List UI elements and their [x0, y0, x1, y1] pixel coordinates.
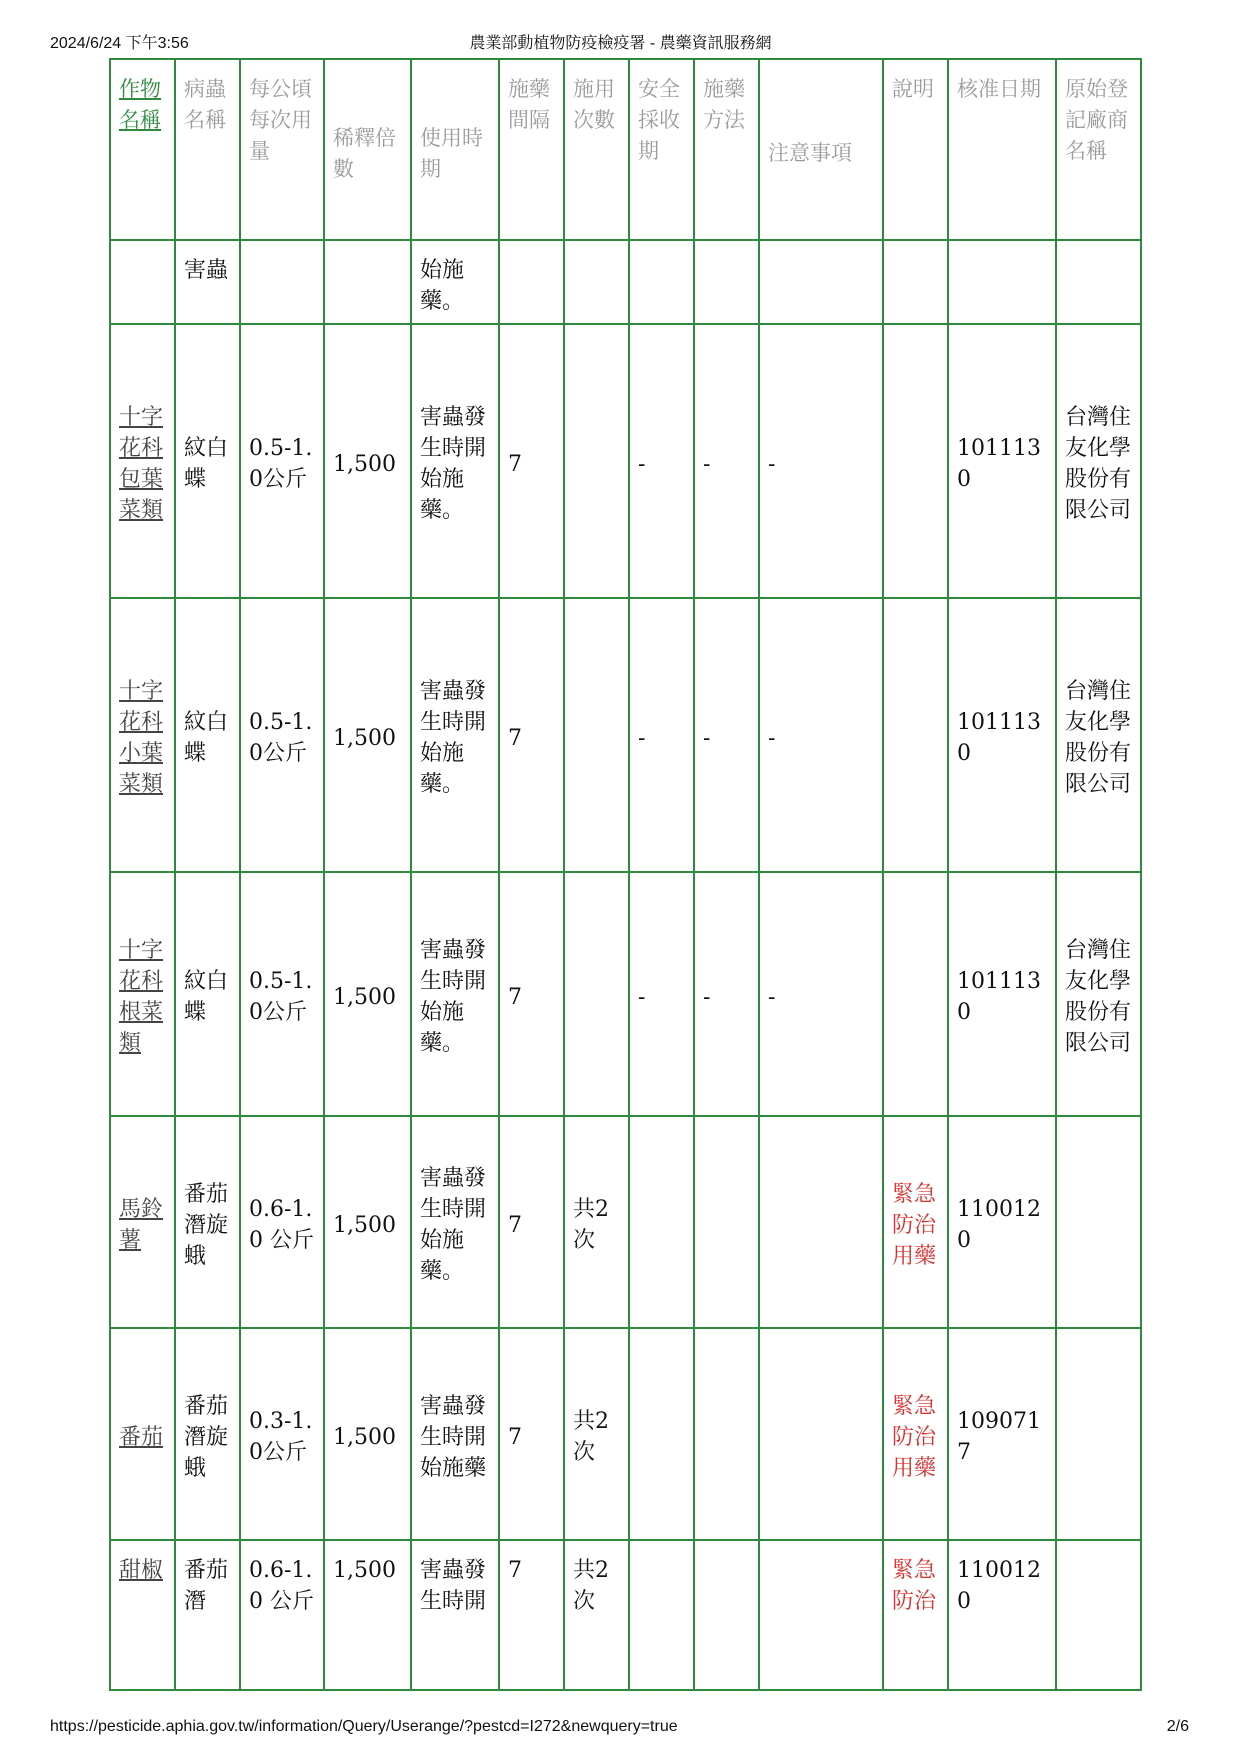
cell-dose: 0.5-1.0公斤 — [240, 872, 324, 1116]
cell-pest: 害蟲 — [175, 240, 240, 324]
header-harvest: 安全採收期 — [629, 59, 694, 240]
crop-link[interactable]: 馬鈴薯 — [119, 1197, 164, 1253]
cell-timing: 始施藥。 — [411, 240, 499, 324]
cell-timing: 害蟲發生時開始施藥。 — [411, 1116, 499, 1328]
cell-company — [1056, 1540, 1141, 1690]
cell-dose: 0.3-1.0公斤 — [240, 1328, 324, 1540]
cell-pest: 番茄潛旋蛾 — [175, 1328, 240, 1540]
crop-link[interactable]: 甜椒 — [119, 1558, 164, 1583]
cell-harvest: - — [629, 598, 694, 872]
cell-company: 台灣住友化學股份有限公司 — [1056, 872, 1141, 1116]
cell-interval: 7 — [499, 1328, 564, 1540]
cell-company — [1056, 240, 1141, 324]
cell-crop[interactable] — [110, 1540, 175, 1690]
cell-crop — [110, 240, 175, 324]
cell-interval: 7 — [499, 872, 564, 1116]
header-interval: 施藥間隔 — [499, 59, 564, 240]
cell-timing: 害蟲發生時開始施藥。 — [411, 872, 499, 1116]
cell-date: 1090717 — [948, 1328, 1056, 1540]
cell-date — [948, 240, 1056, 324]
cell-harvest — [629, 1116, 694, 1328]
cell-notes — [759, 1116, 883, 1328]
cell-method — [694, 1540, 759, 1690]
cell-times — [564, 324, 629, 598]
cell-desc: 緊急防治用藥 — [883, 1116, 948, 1328]
header-dose: 每公頃每次用量 — [240, 59, 324, 240]
page-number: 2/6 — [1166, 1718, 1189, 1735]
cell-dose: 0.6-1.0 公斤 — [240, 1116, 324, 1328]
header-notes: 注意事項 — [759, 59, 883, 240]
cell-dilution: 1,500 — [324, 1116, 411, 1328]
print-datetime: 2024/6/24 下午3:56 — [50, 35, 189, 52]
cell-desc: 緊急防治 — [883, 1540, 948, 1690]
cell-harvest: - — [629, 872, 694, 1116]
header-method: 施藥方法 — [694, 59, 759, 240]
cell-notes — [759, 1540, 883, 1690]
cell-company: 台灣住友化學股份有限公司 — [1056, 324, 1141, 598]
cell-notes: - — [759, 324, 883, 598]
cell-crop[interactable] — [110, 872, 175, 1116]
cell-method: - — [694, 324, 759, 598]
cell-notes: - — [759, 872, 883, 1116]
cell-harvest — [629, 1540, 694, 1690]
cell-date: 1100120 — [948, 1116, 1056, 1328]
cell-company: 台灣住友化學股份有限公司 — [1056, 598, 1141, 872]
cell-timing: 害蟲發生時開始施藥。 — [411, 324, 499, 598]
cell-dilution: 1,500 — [324, 598, 411, 872]
cell-dilution: 1,500 — [324, 324, 411, 598]
header-timing: 使用時期 — [411, 59, 499, 240]
cell-notes — [759, 1328, 883, 1540]
table-row — [110, 1116, 1141, 1328]
cell-harvest — [629, 1328, 694, 1540]
header-row — [110, 59, 1141, 240]
cell-times: 共2次 — [564, 1328, 629, 1540]
table-row — [110, 1328, 1141, 1540]
cell-desc — [883, 872, 948, 1116]
cell-interval: 7 — [499, 1540, 564, 1690]
page-url: https://pesticide.aphia.gov.tw/information/Query/Userange/?pestcd=I272&newquery=true — [50, 1718, 678, 1735]
crop-link[interactable]: 十字花科包葉菜類 — [119, 405, 164, 523]
cell-timing: 害蟲發生時開始施藥 — [411, 1328, 499, 1540]
header-crop[interactable]: 作物名稱 — [110, 59, 175, 240]
cell-harvest — [629, 240, 694, 324]
cell-method — [694, 1328, 759, 1540]
table-row — [110, 1540, 1141, 1690]
cell-desc — [883, 598, 948, 872]
cell-pest: 番茄潛 — [175, 1540, 240, 1690]
cell-pest: 番茄潛旋蛾 — [175, 1116, 240, 1328]
cell-times — [564, 598, 629, 872]
cell-crop[interactable] — [110, 324, 175, 598]
pesticide-usage-table — [109, 58, 1142, 1691]
table-row — [110, 324, 1141, 598]
cell-dose: 0.5-1.0公斤 — [240, 324, 324, 598]
table-row — [110, 872, 1141, 1116]
cell-interval: 7 — [499, 598, 564, 872]
cell-desc — [883, 240, 948, 324]
cell-interval: 7 — [499, 1116, 564, 1328]
cell-method — [694, 1116, 759, 1328]
cell-pest: 紋白蝶 — [175, 598, 240, 872]
cell-method: - — [694, 598, 759, 872]
crop-link[interactable]: 番茄 — [119, 1424, 164, 1450]
page-title: 農業部動植物防疫檢疫署 - 農藥資訊服務網 — [469, 35, 772, 52]
cell-company — [1056, 1116, 1141, 1328]
cell-dilution: 1,500 — [324, 872, 411, 1116]
cell-notes: - — [759, 598, 883, 872]
crop-link[interactable]: 十字花科根菜類 — [119, 938, 164, 1056]
cell-dilution: 1,500 — [324, 1328, 411, 1540]
crop-link[interactable]: 十字花科小葉菜類 — [119, 679, 164, 797]
cell-pest: 紋白蝶 — [175, 872, 240, 1116]
header-dilution: 稀釋倍數 — [324, 59, 411, 240]
cell-desc — [883, 324, 948, 598]
cell-dilution — [324, 240, 411, 324]
cell-dose: 0.5-1.0公斤 — [240, 598, 324, 872]
cell-company — [1056, 1328, 1141, 1540]
cell-crop[interactable] — [110, 1116, 175, 1328]
header-times: 施用次數 — [564, 59, 629, 240]
cell-method: - — [694, 872, 759, 1116]
cell-interval — [499, 240, 564, 324]
cell-timing: 害蟲發生時開 — [411, 1540, 499, 1690]
cell-harvest: - — [629, 324, 694, 598]
cell-date: 1011130 — [948, 872, 1056, 1116]
header-date: 核准日期 — [948, 59, 1056, 240]
header-pest: 病蟲名稱 — [175, 59, 240, 240]
cell-dilution: 1,500 — [324, 1540, 411, 1690]
cell-dose — [240, 240, 324, 324]
table-row — [110, 598, 1141, 872]
cell-method — [694, 240, 759, 324]
cell-dose: 0.6-1.0 公斤 — [240, 1540, 324, 1690]
cell-crop[interactable] — [110, 598, 175, 872]
cell-timing: 害蟲發生時開始施藥。 — [411, 598, 499, 872]
cell-times: 共2次 — [564, 1116, 629, 1328]
cell-date: 1011130 — [948, 324, 1056, 598]
cell-pest: 紋白蝶 — [175, 324, 240, 598]
cell-desc: 緊急防治用藥 — [883, 1328, 948, 1540]
table-row — [110, 240, 1141, 324]
cell-times: 共2次 — [564, 1540, 629, 1690]
cell-interval: 7 — [499, 324, 564, 598]
cell-crop[interactable] — [110, 1328, 175, 1540]
cell-times — [564, 240, 629, 324]
header-desc: 說明 — [883, 59, 948, 240]
cell-date: 1011130 — [948, 598, 1056, 872]
cell-notes — [759, 240, 883, 324]
cell-times — [564, 872, 629, 1116]
header-company: 原始登記廠商名稱 — [1056, 59, 1141, 240]
cell-date: 1100120 — [948, 1540, 1056, 1690]
